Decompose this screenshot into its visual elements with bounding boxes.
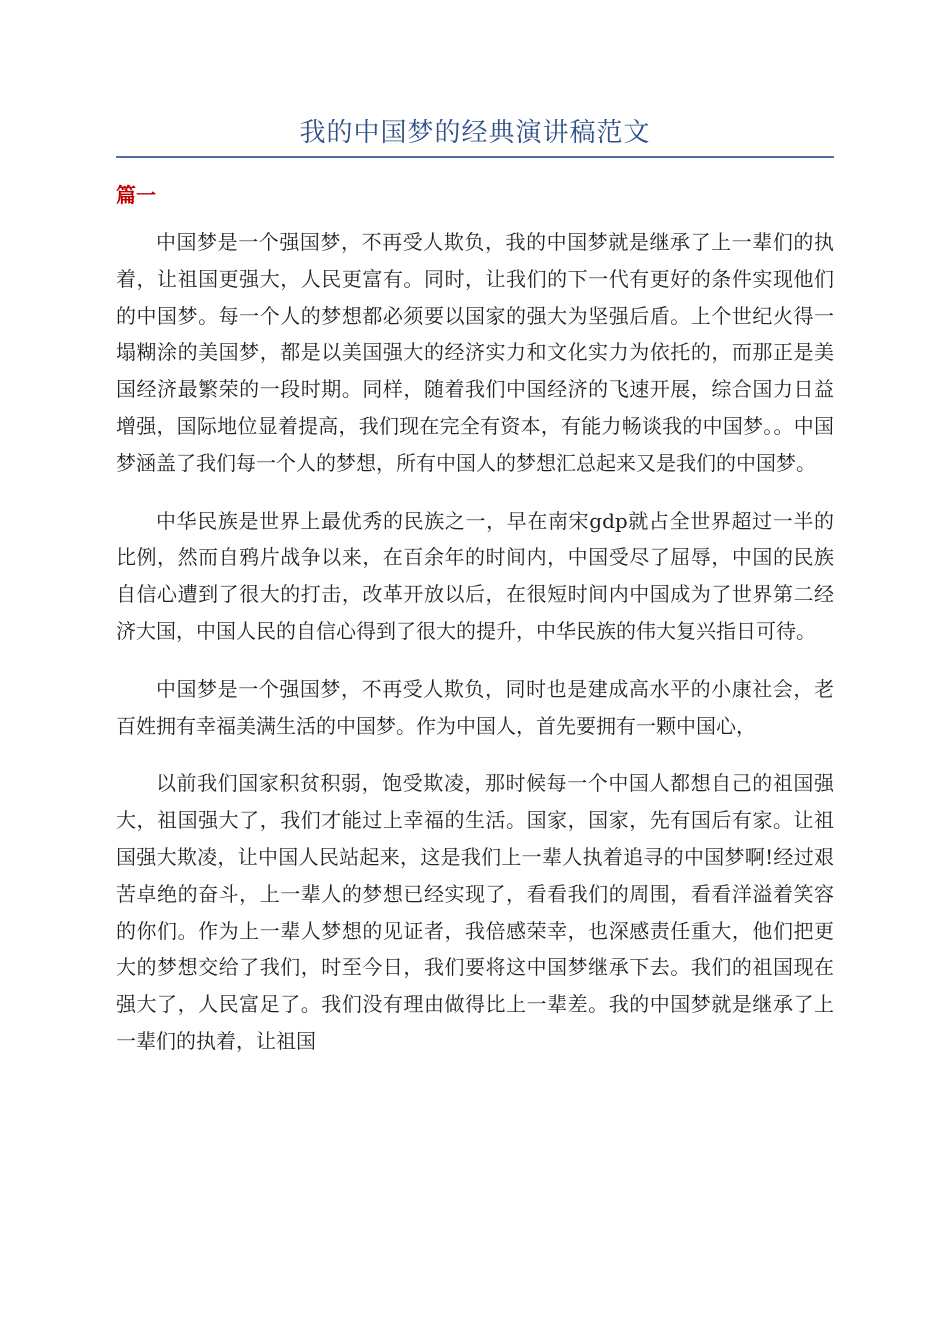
title-block: [116, 112, 834, 158]
section-heading: 篇一: [116, 183, 156, 207]
paragraph-1: 中国梦是一个强国梦，不再受人欺负，我的中国梦就是继承了上一辈们的执着，让祖国更强大，人民更富有。同时，让我们的下一代有更好的条件实现他们的中国梦。每一个人的梦想都必须要以国家的强大为坚强后盾。上个世纪火得一塌糊涂的美国梦，都是以美国强大的经济实力和文化实力为依托的，而那正是美国经济最繁荣的一段时期。同样，随着我们中国经济的飞速开展，综合国力日益增强，国际地位显着提高，我们现在完全有资本，有能力畅谈我的中国梦。。中国梦涵盖了我们每一个人的梦想，所有中国人的梦想汇总起来又是我们的中国梦。: [116, 230, 834, 475]
paragraph-4: 以前我们国家积贫积弱，饱受欺凌，那时候每一个中国人都想自己的祖国强大，祖国强大了，我们才能过上幸福的生活。国家，国家，先有国后有家。让祖国强大欺凌，让中国人民站起来，这是我们上一辈人执着追寻的中国梦啊!经过艰苦卓绝的奋斗，上一辈人的梦想已经实现了，看看我们的周围，看看洋溢着笑容的你们。作为上一辈人梦想的见证者，我倍感荣幸，也深感责任重大，他们把更大的梦想交给了我们，时至今日，我们要将这中国梦继承下去。我们的祖国现在强大了，人民富足了。我们没有理由做得比上一辈差。我的中国梦就是继承了上一辈们的执着，让祖国: [116, 771, 834, 1053]
paragraph-3: 中国梦是一个强国梦，不再受人欺负，同时也是建成高水平的小康社会，老百姓拥有幸福美满生活的中国梦。作为中国人，首先要拥有一颗中国心，: [116, 676, 834, 738]
body-text: [116, 224, 834, 1081]
paragraph-2: 中华民族是世界上最优秀的民族之一，早在南宋gdp就占全世界超过一半的比例，然而自鸦片战争以来，在百余年的时间内，中国受尽了屈辱，中国的民族自信心遭到了很大的打击，改革开放以后，在很短时间内中国成为了世界第二经济大国，中国人民的自信心得到了很大的提升，中华民族的伟大复兴指日可待。: [116, 508, 834, 643]
document-title: 我的中国梦的经典演讲稿范文: [299, 118, 651, 148]
